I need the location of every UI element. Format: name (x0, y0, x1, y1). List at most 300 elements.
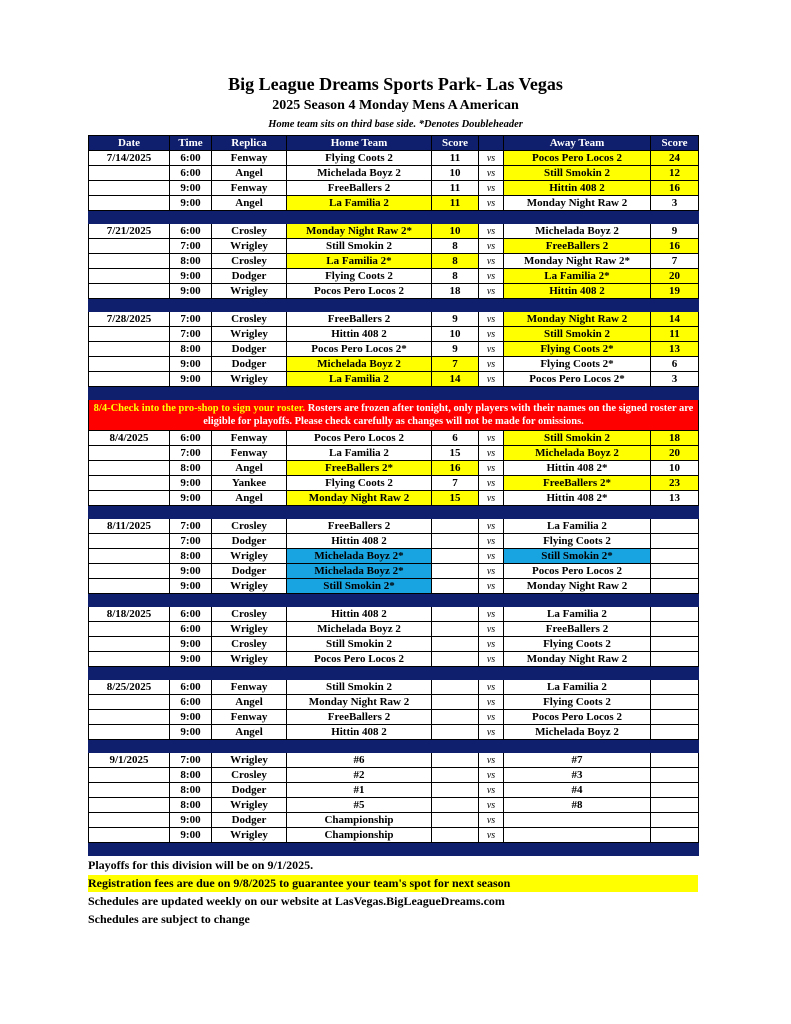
game-date: 7/14/2025 (89, 151, 170, 166)
game-replica-field: Wrigley (212, 828, 287, 843)
game-time: 7:00 (170, 312, 212, 327)
home-score (432, 534, 479, 549)
separator-cell (170, 211, 212, 224)
home-score: 6 (432, 431, 479, 446)
vs-label: vs (479, 312, 504, 327)
game-replica-field: Crosley (212, 637, 287, 652)
home-team: La Familia 2 (287, 446, 432, 461)
game-time: 8:00 (170, 798, 212, 813)
game-date (89, 534, 170, 549)
schedule-table (88, 135, 699, 856)
game-replica-field: Fenway (212, 710, 287, 725)
game-replica-field: Wrigley (212, 372, 287, 387)
game-date: 9/1/2025 (89, 753, 170, 768)
vs-label: vs (479, 607, 504, 622)
away-team: La Familia 2 (504, 607, 651, 622)
game-replica-field: Angel (212, 196, 287, 211)
home-score (432, 783, 479, 798)
separator-cell (170, 740, 212, 753)
game-date (89, 476, 170, 491)
away-team: Monday Night Raw 2 (504, 579, 651, 594)
away-score: 16 (651, 181, 699, 196)
separator-cell (432, 740, 479, 753)
away-team: #8 (504, 798, 651, 813)
vs-label: vs (479, 680, 504, 695)
away-team: Michelada Boyz 2 (504, 224, 651, 239)
game-row (89, 607, 699, 622)
game-row (89, 579, 699, 594)
vs-label: vs (479, 224, 504, 239)
away-score (651, 637, 699, 652)
game-replica-field: Crosley (212, 768, 287, 783)
separator-cell (651, 387, 699, 400)
header-time: Time (170, 136, 212, 151)
game-replica-field: Fenway (212, 181, 287, 196)
game-replica-field: Dodger (212, 813, 287, 828)
away-team: #3 (504, 768, 651, 783)
home-score (432, 637, 479, 652)
separator-cell (89, 506, 170, 519)
game-row (89, 196, 699, 211)
game-row (89, 637, 699, 652)
home-team: Monday Night Raw 2* (287, 224, 432, 239)
separator-cell (170, 843, 212, 856)
separator-cell (432, 387, 479, 400)
away-team: #7 (504, 753, 651, 768)
game-row (89, 224, 699, 239)
home-team: Pocos Pero Locos 2 (287, 431, 432, 446)
separator-cell (170, 594, 212, 607)
separator-cell (212, 387, 287, 400)
away-score: 9 (651, 224, 699, 239)
game-time: 9:00 (170, 710, 212, 725)
away-score: 20 (651, 269, 699, 284)
game-replica-field: Wrigley (212, 239, 287, 254)
week-separator (89, 506, 699, 519)
away-team: Flying Coots 2 (504, 534, 651, 549)
vs-label: vs (479, 637, 504, 652)
separator-cell (479, 506, 504, 519)
game-time: 6:00 (170, 151, 212, 166)
away-team: La Familia 2 (504, 519, 651, 534)
game-date: 8/18/2025 (89, 607, 170, 622)
vs-label: vs (479, 622, 504, 637)
separator-cell (89, 843, 170, 856)
home-team: Monday Night Raw 2 (287, 491, 432, 506)
away-team: Monday Night Raw 2 (504, 652, 651, 667)
separator-cell (287, 299, 432, 312)
separator-cell (89, 667, 170, 680)
separator-cell (89, 740, 170, 753)
game-row (89, 725, 699, 740)
home-score (432, 753, 479, 768)
home-score (432, 652, 479, 667)
game-time: 7:00 (170, 753, 212, 768)
away-team: Flying Coots 2* (504, 357, 651, 372)
vs-label: vs (479, 828, 504, 843)
game-time: 7:00 (170, 519, 212, 534)
separator-cell (504, 740, 651, 753)
home-team: Michelada Boyz 2* (287, 564, 432, 579)
home-team: Hittin 408 2 (287, 607, 432, 622)
separator-cell (432, 211, 479, 224)
separator-cell (504, 299, 651, 312)
separator-cell (504, 843, 651, 856)
header-vs (479, 136, 504, 151)
home-score: 9 (432, 312, 479, 327)
game-row (89, 431, 699, 446)
game-time: 9:00 (170, 181, 212, 196)
separator-cell (504, 506, 651, 519)
game-row (89, 461, 699, 476)
home-team: Hittin 408 2 (287, 725, 432, 740)
game-time: 9:00 (170, 284, 212, 299)
away-score: 14 (651, 312, 699, 327)
home-score: 8 (432, 269, 479, 284)
game-row (89, 327, 699, 342)
separator-cell (651, 211, 699, 224)
page-subtitle: 2025 Season 4 Monday Mens A American (272, 98, 519, 113)
game-time: 9:00 (170, 652, 212, 667)
separator-cell (212, 211, 287, 224)
away-score (651, 519, 699, 534)
vs-label: vs (479, 327, 504, 342)
away-score (651, 652, 699, 667)
away-team: FreeBallers 2 (504, 622, 651, 637)
away-team: Monday Night Raw 2* (504, 254, 651, 269)
home-score: 10 (432, 224, 479, 239)
separator-cell (170, 387, 212, 400)
away-team: Still Smokin 2 (504, 431, 651, 446)
separator-cell (89, 387, 170, 400)
away-team: Flying Coots 2* (504, 342, 651, 357)
week-separator (89, 299, 699, 312)
home-team: Championship (287, 813, 432, 828)
game-row (89, 828, 699, 843)
home-score (432, 549, 479, 564)
vs-label: vs (479, 431, 504, 446)
home-team: Pocos Pero Locos 2* (287, 342, 432, 357)
home-team: FreeBallers 2* (287, 461, 432, 476)
away-team: Hittin 408 2 (504, 284, 651, 299)
game-row (89, 357, 699, 372)
game-date (89, 196, 170, 211)
separator-cell (479, 211, 504, 224)
home-team: #2 (287, 768, 432, 783)
home-score: 11 (432, 181, 479, 196)
away-team: La Familia 2 (504, 680, 651, 695)
week-separator (89, 667, 699, 680)
roster-notice (89, 400, 699, 431)
game-date (89, 239, 170, 254)
away-team: Pocos Pero Locos 2 (504, 151, 651, 166)
home-score (432, 607, 479, 622)
vs-label: vs (479, 269, 504, 284)
vs-label: vs (479, 768, 504, 783)
home-team: FreeBallers 2 (287, 312, 432, 327)
game-replica-field: Wrigley (212, 327, 287, 342)
game-date (89, 637, 170, 652)
page-title: Big League Dreams Sports Park- Las Vegas (228, 74, 563, 94)
away-team: Flying Coots 2 (504, 695, 651, 710)
away-score (651, 549, 699, 564)
game-replica-field: Wrigley (212, 652, 287, 667)
home-score: 7 (432, 476, 479, 491)
away-score (651, 798, 699, 813)
away-score: 3 (651, 372, 699, 387)
game-time: 9:00 (170, 725, 212, 740)
game-time: 9:00 (170, 579, 212, 594)
home-score: 14 (432, 372, 479, 387)
away-score: 13 (651, 342, 699, 357)
home-score (432, 519, 479, 534)
vs-label: vs (479, 254, 504, 269)
game-date: 8/4/2025 (89, 431, 170, 446)
home-team: Monday Night Raw 2 (287, 695, 432, 710)
game-date (89, 327, 170, 342)
away-score (651, 607, 699, 622)
game-date (89, 342, 170, 357)
away-score: 11 (651, 327, 699, 342)
separator-cell (504, 211, 651, 224)
home-score: 10 (432, 166, 479, 181)
game-date (89, 166, 170, 181)
game-row (89, 768, 699, 783)
away-team: FreeBallers 2 (504, 239, 651, 254)
game-date: 8/11/2025 (89, 519, 170, 534)
separator-cell (287, 667, 432, 680)
home-score (432, 828, 479, 843)
away-score (651, 534, 699, 549)
vs-label: vs (479, 372, 504, 387)
game-replica-field: Fenway (212, 151, 287, 166)
separator-cell (287, 387, 432, 400)
vs-label: vs (479, 181, 504, 196)
game-replica-field: Dodger (212, 342, 287, 357)
separator-cell (479, 594, 504, 607)
separator-cell (432, 299, 479, 312)
vs-label: vs (479, 725, 504, 740)
vs-label: vs (479, 579, 504, 594)
home-score: 15 (432, 446, 479, 461)
away-score: 12 (651, 166, 699, 181)
game-replica-field: Wrigley (212, 622, 287, 637)
game-row (89, 476, 699, 491)
game-time: 9:00 (170, 196, 212, 211)
home-team: Championship (287, 828, 432, 843)
roster-notice-row (89, 400, 699, 431)
game-row (89, 652, 699, 667)
home-score (432, 768, 479, 783)
vs-label: vs (479, 519, 504, 534)
away-team: Still Smokin 2 (504, 166, 651, 181)
vs-label: vs (479, 491, 504, 506)
game-row (89, 564, 699, 579)
game-row (89, 181, 699, 196)
game-time: 8:00 (170, 783, 212, 798)
away-team: FreeBallers 2* (504, 476, 651, 491)
away-score (651, 695, 699, 710)
game-date (89, 798, 170, 813)
vs-label: vs (479, 476, 504, 491)
game-time: 6:00 (170, 431, 212, 446)
separator-cell (651, 299, 699, 312)
away-team: Monday Night Raw 2 (504, 312, 651, 327)
vs-label: vs (479, 342, 504, 357)
separator-cell (504, 594, 651, 607)
game-replica-field: Fenway (212, 446, 287, 461)
home-team: Still Smokin 2* (287, 579, 432, 594)
vs-label: vs (479, 564, 504, 579)
home-team: Michelada Boyz 2 (287, 622, 432, 637)
header-home-team: Home Team (287, 136, 432, 151)
game-replica-field: Wrigley (212, 549, 287, 564)
home-score (432, 695, 479, 710)
registration-note: Registration fees are due on 9/8/2025 to guarantee your team's spot for next season (88, 875, 698, 892)
away-team: Pocos Pero Locos 2* (504, 372, 651, 387)
game-time: 9:00 (170, 476, 212, 491)
away-team: La Familia 2* (504, 269, 651, 284)
game-date (89, 579, 170, 594)
vs-label: vs (479, 813, 504, 828)
header-replica: Replica (212, 136, 287, 151)
game-replica-field: Dodger (212, 564, 287, 579)
game-date (89, 491, 170, 506)
week-separator (89, 387, 699, 400)
header-date: Date (89, 136, 170, 151)
game-time: 6:00 (170, 680, 212, 695)
game-date: 7/21/2025 (89, 224, 170, 239)
vs-label: vs (479, 166, 504, 181)
away-score: 24 (651, 151, 699, 166)
separator-cell (432, 843, 479, 856)
separator-cell (89, 594, 170, 607)
game-row (89, 446, 699, 461)
game-time: 9:00 (170, 372, 212, 387)
away-score (651, 564, 699, 579)
game-replica-field: Dodger (212, 534, 287, 549)
home-team: Hittin 408 2 (287, 327, 432, 342)
away-team: Michelada Boyz 2 (504, 446, 651, 461)
game-time: 6:00 (170, 166, 212, 181)
away-score (651, 768, 699, 783)
separator-cell (504, 667, 651, 680)
vs-label: vs (479, 710, 504, 725)
home-team: FreeBallers 2 (287, 519, 432, 534)
game-time: 9:00 (170, 491, 212, 506)
game-time: 9:00 (170, 357, 212, 372)
game-row (89, 534, 699, 549)
vs-label: vs (479, 534, 504, 549)
separator-cell (287, 843, 432, 856)
game-replica-field: Angel (212, 695, 287, 710)
vs-label: vs (479, 446, 504, 461)
game-time: 9:00 (170, 813, 212, 828)
away-team (504, 813, 651, 828)
vs-label: vs (479, 461, 504, 476)
game-replica-field: Crosley (212, 607, 287, 622)
separator-cell (432, 594, 479, 607)
home-score: 8 (432, 239, 479, 254)
home-team: Pocos Pero Locos 2 (287, 652, 432, 667)
home-team: Still Smokin 2 (287, 637, 432, 652)
separator-cell (432, 667, 479, 680)
game-row (89, 491, 699, 506)
game-date (89, 269, 170, 284)
away-team: Still Smokin 2* (504, 549, 651, 564)
away-score: 3 (651, 196, 699, 211)
away-score (651, 813, 699, 828)
vs-label: vs (479, 753, 504, 768)
game-row (89, 239, 699, 254)
away-team: Flying Coots 2 (504, 637, 651, 652)
home-score: 11 (432, 151, 479, 166)
game-time: 8:00 (170, 254, 212, 269)
home-score: 9 (432, 342, 479, 357)
vs-label: vs (479, 196, 504, 211)
game-time: 7:00 (170, 239, 212, 254)
home-team: #6 (287, 753, 432, 768)
away-team: Hittin 408 2 (504, 181, 651, 196)
home-score (432, 622, 479, 637)
game-replica-field: Dodger (212, 783, 287, 798)
game-time: 7:00 (170, 534, 212, 549)
game-date (89, 461, 170, 476)
game-row (89, 284, 699, 299)
away-score: 20 (651, 446, 699, 461)
separator-cell (212, 667, 287, 680)
game-replica-field: Crosley (212, 254, 287, 269)
separator-cell (651, 740, 699, 753)
home-team: #5 (287, 798, 432, 813)
away-team: #4 (504, 783, 651, 798)
home-team: FreeBallers 2 (287, 181, 432, 196)
home-team: La Familia 2 (287, 372, 432, 387)
schedule-change-note: Schedules are subject to change (88, 912, 250, 926)
game-date (89, 622, 170, 637)
separator-cell (170, 299, 212, 312)
vs-label: vs (479, 652, 504, 667)
game-time: 9:00 (170, 828, 212, 843)
game-date (89, 564, 170, 579)
away-team: Hittin 408 2* (504, 491, 651, 506)
home-team: Flying Coots 2 (287, 269, 432, 284)
game-row (89, 269, 699, 284)
game-replica-field: Wrigley (212, 579, 287, 594)
separator-cell (212, 506, 287, 519)
game-row (89, 753, 699, 768)
away-score: 7 (651, 254, 699, 269)
game-date (89, 828, 170, 843)
game-time: 9:00 (170, 564, 212, 579)
away-score (651, 710, 699, 725)
separator-cell (479, 843, 504, 856)
game-time: 8:00 (170, 768, 212, 783)
home-score: 15 (432, 491, 479, 506)
week-separator (89, 594, 699, 607)
game-date: 8/25/2025 (89, 680, 170, 695)
game-replica-field: Angel (212, 491, 287, 506)
game-date (89, 768, 170, 783)
away-score (651, 622, 699, 637)
separator-cell (212, 740, 287, 753)
home-team: Michelada Boyz 2 (287, 166, 432, 181)
game-row (89, 695, 699, 710)
away-score (651, 725, 699, 740)
game-time: 8:00 (170, 342, 212, 357)
game-date (89, 284, 170, 299)
game-row (89, 783, 699, 798)
